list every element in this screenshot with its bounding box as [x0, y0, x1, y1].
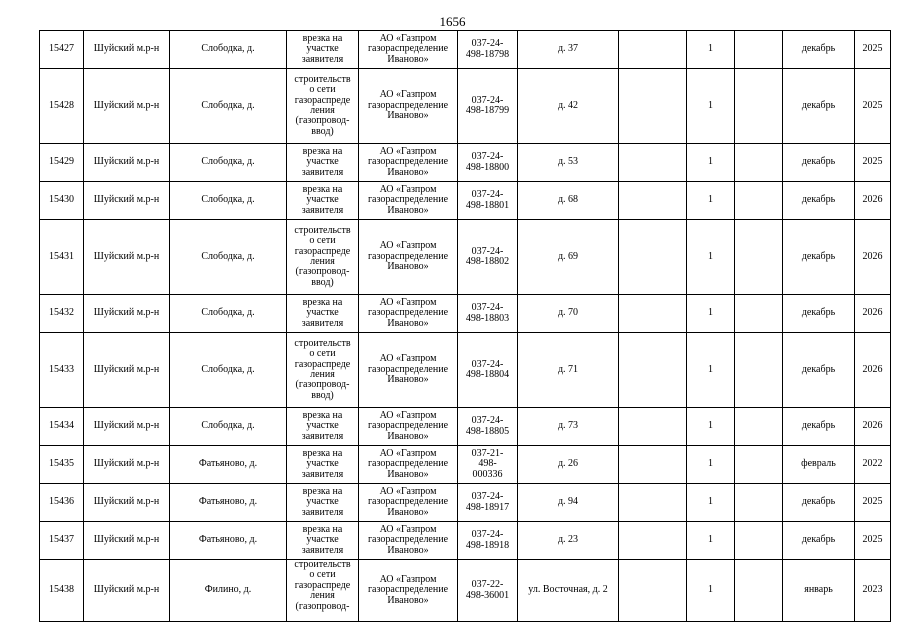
cell-code-line: 037-24-	[471, 491, 504, 503]
cell-code-line: 498-18805	[465, 425, 510, 437]
cell-empty	[619, 295, 687, 333]
cell-number: 15435	[40, 446, 84, 484]
cell-work-type-line: газораспреде	[294, 579, 351, 591]
cell-code-line: 037-24-	[471, 245, 504, 257]
cell-year: 2026	[855, 333, 891, 408]
cell-organization-line: Иваново»	[387, 110, 429, 122]
cell-work-type	[287, 333, 359, 408]
cell-locality: Слободка, д.	[170, 182, 287, 220]
cell-organization-line: АО «Газпром	[379, 409, 437, 421]
cell-work-type	[287, 144, 359, 182]
cell-code-line: 498-18801	[465, 199, 510, 211]
cell-locality: Слободка, д.	[170, 295, 287, 333]
cell-code	[458, 446, 518, 484]
cell-organization-line: Иваново»	[387, 468, 429, 480]
cell-work-type-line: заявителя	[301, 317, 344, 329]
table-row	[40, 31, 891, 69]
cell-organization-line: Иваново»	[387, 544, 429, 556]
cell-organization-line: газораспределение	[367, 496, 449, 508]
cell-organization	[359, 333, 458, 408]
cell-work-type-line: ления	[310, 369, 335, 380]
cell-work-type-line: (газопровод-	[295, 266, 350, 278]
cell-code-line: 037-24-	[471, 415, 504, 427]
table-row	[40, 220, 891, 295]
cell-code-line: 037-24-	[471, 302, 504, 314]
cell-month: декабрь	[783, 144, 855, 182]
cell-empty	[735, 295, 783, 333]
cell-empty	[735, 333, 783, 408]
cell-address: д. 53	[518, 144, 619, 182]
cell-organization-line: АО «Газпром	[379, 32, 437, 44]
cell-organization	[359, 144, 458, 182]
cell-empty	[735, 220, 783, 295]
registry-table	[39, 30, 891, 622]
cell-number: 15432	[40, 295, 84, 333]
cell-code	[458, 31, 518, 69]
cell-code-line: 498-	[478, 458, 497, 470]
cell-code-line: 037-22-	[471, 579, 504, 591]
table-row	[40, 484, 891, 522]
cell-work-type-line: газораспреде	[294, 358, 351, 370]
cell-locality: Слободка, д.	[170, 220, 287, 295]
cell-organization-line: газораспределение	[367, 99, 449, 111]
cell-organization	[359, 69, 458, 144]
cell-locality: Фатьяново, д.	[170, 522, 287, 560]
cell-organization	[359, 295, 458, 333]
cell-month: февраль	[783, 446, 855, 484]
cell-empty	[619, 484, 687, 522]
cell-work-type	[287, 522, 359, 560]
cell-address: д. 69	[518, 220, 619, 295]
cell-work-type-line: заявителя	[301, 430, 344, 442]
cell-organization-line: АО «Газпром	[379, 89, 437, 101]
table-row	[40, 560, 891, 622]
cell-organization	[359, 182, 458, 220]
cell-organization-line: АО «Газпром	[379, 523, 437, 535]
cell-work-type-line: врезка на	[302, 145, 343, 157]
cell-code-line: 037-24-	[471, 151, 504, 163]
cell-work-type-line: участке	[306, 496, 339, 508]
cell-work-type-line: ления	[310, 590, 335, 602]
cell-work-type-line: врезка на	[302, 409, 343, 421]
cell-work-type	[287, 560, 359, 622]
cell-district: Шуйский м.р-н	[84, 69, 170, 144]
cell-empty	[735, 446, 783, 484]
cell-address: д. 94	[518, 484, 619, 522]
cell-empty	[735, 144, 783, 182]
cell-district: Шуйский м.р-н	[84, 560, 170, 622]
cell-organization-line: АО «Газпром	[379, 447, 437, 459]
cell-work-type-line: врезка на	[302, 485, 343, 497]
cell-district: Шуйский м.р-н	[84, 220, 170, 295]
cell-district: Шуйский м.р-н	[84, 182, 170, 220]
table-row	[40, 182, 891, 220]
cell-district: Шуйский м.р-н	[84, 295, 170, 333]
cell-number: 15428	[40, 69, 84, 144]
cell-address: д. 70	[518, 295, 619, 333]
cell-organization	[359, 220, 458, 295]
cell-quantity: 1	[687, 31, 735, 69]
cell-code-line: 498-18800	[465, 161, 510, 173]
cell-work-type	[287, 446, 359, 484]
cell-work-type-line: строительств	[294, 73, 351, 85]
cell-work-type-line: заявителя	[301, 166, 344, 178]
cell-code	[458, 522, 518, 560]
cell-district: Шуйский м.р-н	[84, 446, 170, 484]
cell-district: Шуйский м.р-н	[84, 408, 170, 446]
cell-code	[458, 220, 518, 295]
cell-organization-line: Иваново»	[387, 506, 429, 518]
cell-organization-line: Иваново»	[387, 53, 429, 65]
cell-code	[458, 333, 518, 408]
cell-organization-line: Иваново»	[387, 204, 429, 216]
cell-empty	[735, 408, 783, 446]
cell-work-type-line: о сети	[309, 84, 336, 96]
cell-month: декабрь	[783, 408, 855, 446]
cell-organization-line: газораспределение	[367, 420, 449, 432]
cell-organization-line: газораспределение	[367, 584, 449, 596]
cell-work-type-line: ления	[310, 256, 335, 267]
cell-number: 15436	[40, 484, 84, 522]
cell-year: 2022	[855, 446, 891, 484]
cell-code-line: 037-21-	[471, 447, 504, 459]
page-number: 1656	[439, 14, 466, 29]
cell-work-type-line: врезка на	[302, 447, 343, 459]
cell-work-type-line: участке	[306, 43, 339, 55]
cell-quantity: 1	[687, 484, 735, 522]
cell-organization-line: газораспределение	[367, 307, 449, 319]
cell-quantity: 1	[687, 182, 735, 220]
cell-month: декабрь	[783, 333, 855, 408]
cell-year: 2025	[855, 69, 891, 144]
cell-work-type-line: участке	[306, 420, 339, 432]
table-row	[40, 295, 891, 333]
cell-address: д. 73	[518, 408, 619, 446]
cell-organization-line: АО «Газпром	[379, 573, 437, 585]
cell-year: 2025	[855, 31, 891, 69]
cell-organization-line: газораспределение	[367, 458, 449, 470]
cell-organization	[359, 522, 458, 560]
cell-empty	[735, 31, 783, 69]
cell-district: Шуйский м.р-н	[84, 522, 170, 560]
cell-code-line: 037-24-	[471, 94, 504, 106]
cell-work-type	[287, 295, 359, 333]
cell-organization-line: газораспределение	[367, 194, 449, 206]
cell-work-type-line: (газопровод-	[295, 115, 350, 127]
cell-empty	[619, 333, 687, 408]
cell-work-type-line: газораспреде	[294, 245, 351, 257]
cell-work-type-line: заявителя	[301, 468, 344, 480]
cell-year: 2025	[855, 144, 891, 182]
cell-quantity: 1	[687, 333, 735, 408]
cell-month: декабрь	[783, 69, 855, 144]
cell-work-type-line: заявителя	[301, 506, 344, 518]
cell-organization-line: АО «Газпром	[379, 183, 437, 195]
cell-district: Шуйский м.р-н	[84, 484, 170, 522]
cell-work-type-line: врезка на	[302, 296, 343, 308]
cell-address: д. 42	[518, 69, 619, 144]
cell-organization-line: газораспределение	[367, 43, 449, 55]
cell-quantity: 1	[687, 446, 735, 484]
cell-work-type-line: врезка на	[302, 183, 343, 195]
cell-organization-line: АО «Газпром	[379, 485, 437, 497]
cell-number: 15438	[40, 560, 84, 622]
cell-work-type-line: о сети	[309, 348, 336, 360]
cell-code-line: 037-24-	[471, 529, 504, 541]
cell-organization-line: Иваново»	[387, 374, 429, 386]
cell-work-type-line: заявителя	[301, 204, 344, 216]
cell-empty	[619, 182, 687, 220]
cell-empty	[619, 144, 687, 182]
cell-quantity: 1	[687, 408, 735, 446]
cell-empty	[619, 560, 687, 622]
cell-work-type-line: врезка на	[302, 523, 343, 535]
cell-code-line: 498-18799	[465, 105, 510, 116]
cell-number: 15427	[40, 31, 84, 69]
cell-year: 2026	[855, 182, 891, 220]
cell-work-type-line: о сети	[309, 235, 336, 247]
cell-month: январь	[783, 560, 855, 622]
cell-work-type-line: ввод)	[311, 389, 334, 401]
cell-number: 15431	[40, 220, 84, 295]
cell-quantity: 1	[687, 220, 735, 295]
cell-empty	[619, 408, 687, 446]
cell-district: Шуйский м.р-н	[84, 333, 170, 408]
cell-year: 2026	[855, 295, 891, 333]
cell-number: 15434	[40, 408, 84, 446]
cell-work-type-line: заявителя	[301, 544, 344, 556]
cell-organization-line: газораспределение	[367, 156, 449, 168]
cell-code-line: 498-18802	[465, 256, 510, 267]
cell-code-line: 498-18918	[465, 539, 510, 551]
cell-month: декабрь	[783, 295, 855, 333]
cell-quantity: 1	[687, 522, 735, 560]
cell-empty	[735, 69, 783, 144]
cell-organization-line: газораспределение	[367, 363, 449, 375]
cell-work-type-line: участке	[306, 534, 339, 546]
cell-code-line: 498-18803	[465, 312, 510, 324]
table-row	[40, 522, 891, 560]
cell-work-type	[287, 220, 359, 295]
cell-work-type-line: ления	[310, 105, 335, 116]
cell-organization	[359, 31, 458, 69]
cell-month: декабрь	[783, 31, 855, 69]
cell-address: д. 23	[518, 522, 619, 560]
cell-year: 2026	[855, 408, 891, 446]
cell-work-type-line: строительств	[294, 224, 351, 236]
cell-work-type	[287, 484, 359, 522]
cell-organization-line: АО «Газпром	[379, 296, 437, 308]
cell-quantity: 1	[687, 69, 735, 144]
cell-address: д. 37	[518, 31, 619, 69]
cell-work-type	[287, 408, 359, 446]
table-row	[40, 69, 891, 144]
cell-address: д. 71	[518, 333, 619, 408]
cell-empty	[735, 484, 783, 522]
cell-month: декабрь	[783, 220, 855, 295]
cell-organization-line: Иваново»	[387, 261, 429, 273]
cell-organization-line: АО «Газпром	[379, 240, 437, 252]
cell-code	[458, 295, 518, 333]
cell-number: 15433	[40, 333, 84, 408]
cell-work-type-line: участке	[306, 307, 339, 319]
cell-empty	[619, 522, 687, 560]
cell-organization-line: Иваново»	[387, 430, 429, 442]
cell-code	[458, 484, 518, 522]
cell-work-type	[287, 69, 359, 144]
cell-work-type-line: (газопровод-	[295, 600, 350, 612]
cell-year: 2025	[855, 484, 891, 522]
cell-code-line: 498-18917	[465, 501, 510, 513]
cell-organization-line: Иваново»	[387, 166, 429, 178]
cell-address: д. 26	[518, 446, 619, 484]
cell-work-type-line: участке	[306, 458, 339, 470]
cell-district: Шуйский м.р-н	[84, 31, 170, 69]
cell-quantity: 1	[687, 560, 735, 622]
cell-code-line: 498-18798	[465, 48, 510, 60]
table-row	[40, 144, 891, 182]
table-row	[40, 333, 891, 408]
cell-code	[458, 144, 518, 182]
cell-year: 2025	[855, 522, 891, 560]
cell-work-type-line: ввод)	[311, 276, 334, 288]
cell-work-type-line: строительств	[294, 559, 351, 570]
cell-empty	[619, 220, 687, 295]
table-row	[40, 408, 891, 446]
cell-code-line: 037-24-	[471, 358, 504, 370]
cell-district: Шуйский м.р-н	[84, 144, 170, 182]
cell-quantity: 1	[687, 144, 735, 182]
cell-organization-line: газораспределение	[367, 250, 449, 262]
cell-month: декабрь	[783, 182, 855, 220]
cell-work-type-line: участке	[306, 156, 339, 168]
table-row	[40, 446, 891, 484]
cell-organization-line: АО «Газпром	[379, 145, 437, 157]
cell-work-type-line: участке	[306, 194, 339, 206]
cell-month: декабрь	[783, 484, 855, 522]
cell-quantity: 1	[687, 295, 735, 333]
cell-empty	[619, 31, 687, 69]
cell-work-type	[287, 31, 359, 69]
cell-locality: Слободка, д.	[170, 69, 287, 144]
cell-month: декабрь	[783, 522, 855, 560]
cell-organization	[359, 560, 458, 622]
cell-locality: Слободка, д.	[170, 31, 287, 69]
cell-address: ул. Восточная, д. 2	[518, 560, 619, 622]
cell-work-type-line: газораспреде	[294, 94, 351, 106]
cell-empty	[735, 182, 783, 220]
cell-work-type-line: (газопровод-	[295, 379, 350, 391]
cell-empty	[735, 560, 783, 622]
cell-organization	[359, 408, 458, 446]
cell-work-type	[287, 182, 359, 220]
cell-locality: Фатьяново, д.	[170, 484, 287, 522]
cell-organization-line: АО «Газпром	[379, 353, 437, 365]
cell-code	[458, 408, 518, 446]
cell-number: 15430	[40, 182, 84, 220]
cell-organization	[359, 446, 458, 484]
cell-locality: Фатьяново, д.	[170, 446, 287, 484]
cell-code	[458, 182, 518, 220]
cell-organization	[359, 484, 458, 522]
cell-locality: Филино, д.	[170, 560, 287, 622]
cell-organization-line: Иваново»	[387, 317, 429, 329]
cell-code-line: 498-36001	[465, 589, 510, 601]
cell-code-line: 037-24-	[471, 38, 504, 50]
cell-work-type-line: строительств	[294, 337, 351, 349]
cell-organization-line: газораспределение	[367, 534, 449, 546]
cell-code-line: 498-18804	[465, 369, 510, 380]
cell-code	[458, 69, 518, 144]
cell-number: 15437	[40, 522, 84, 560]
cell-organization-line: Иваново»	[387, 594, 429, 606]
cell-empty	[735, 522, 783, 560]
cell-address: д. 68	[518, 182, 619, 220]
cell-locality: Слободка, д.	[170, 333, 287, 408]
cell-work-type-line: ввод)	[311, 125, 334, 137]
cell-locality: Слободка, д.	[170, 408, 287, 446]
cell-empty	[619, 446, 687, 484]
table-body	[40, 31, 891, 622]
cell-year: 2026	[855, 220, 891, 295]
cell-year: 2023	[855, 560, 891, 622]
cell-code-line: 000336	[472, 468, 503, 480]
cell-locality: Слободка, д.	[170, 144, 287, 182]
cell-code-line: 037-24-	[471, 189, 504, 201]
cell-work-type-line: врезка на	[302, 32, 343, 44]
cell-work-type-line: заявителя	[301, 53, 344, 65]
cell-work-type-line: о сети	[309, 569, 336, 581]
cell-code	[458, 560, 518, 622]
cell-number: 15429	[40, 144, 84, 182]
cell-empty	[619, 69, 687, 144]
